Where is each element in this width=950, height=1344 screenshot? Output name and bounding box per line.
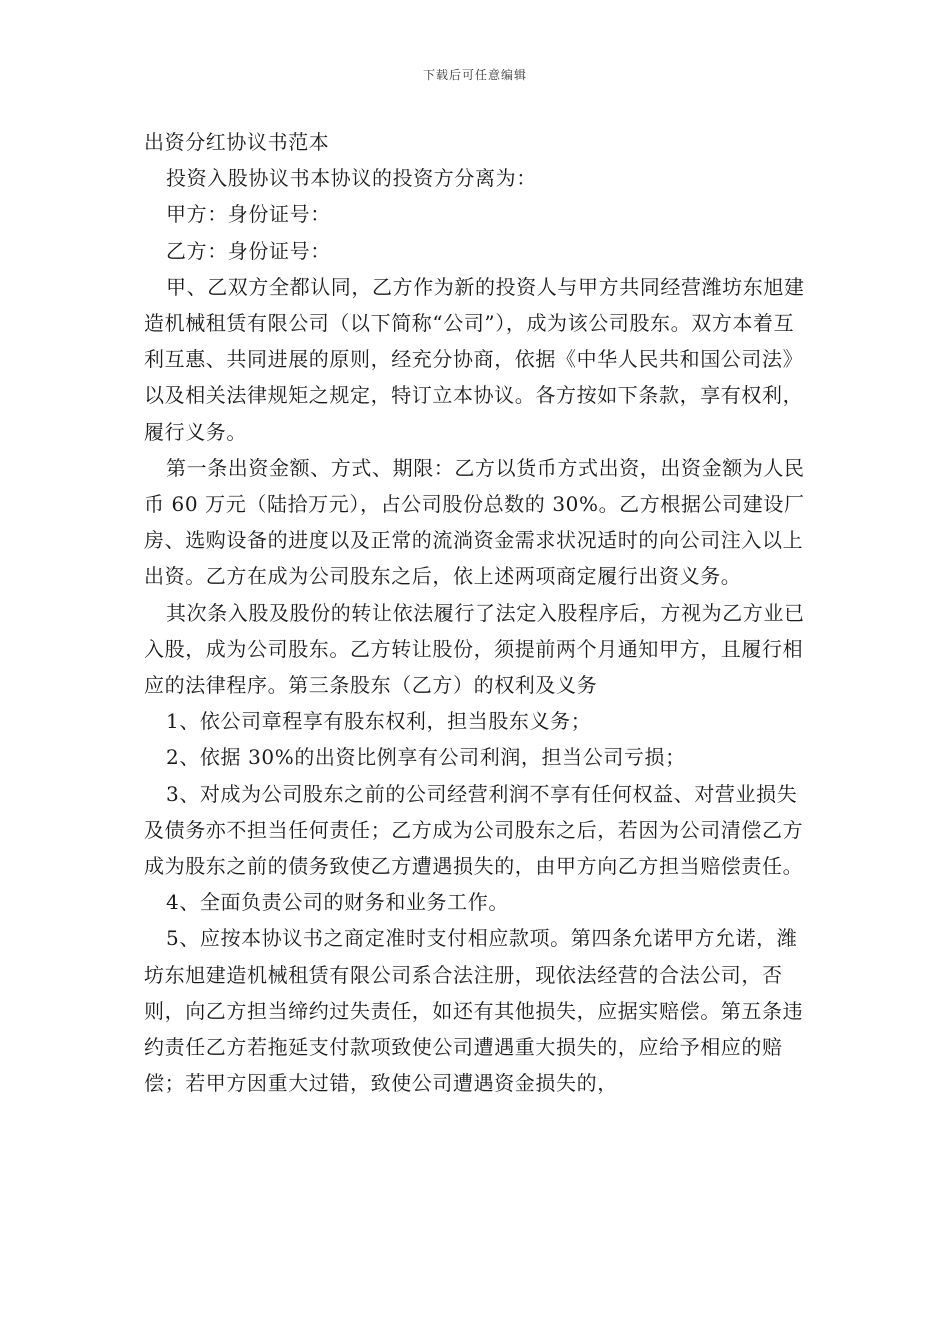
list-item-2: 2、依据 30%的出资比例享有公司利润，担当公司亏损； [166,745,686,770]
paragraph-party-a: 甲方：身份证号： [166,202,331,227]
list-item-5: 5、应按本协议书之商定准时支付相应款项。第四条允诺甲方允诺，潍坊东旭建造机械租赁有限公司系合法注册，现依法经营的合法公司，否则，向乙方担当缔约过失责任，如还有其他损失，应据实赔偿。第五条违约责任乙方若拖延支付款项致使公司遭遇重大损失的，应给予相应的赔偿；若甲方因重大过错，致使公司遭遇资金损失的， [144,926,804,1096]
paragraph-party-b: 乙方：身份证号： [166,238,331,263]
list-item-4: 4、全面负责公司的财务和业务工作。 [166,890,509,915]
list-item-3: 3、对成为公司股东之前的公司经营利润不享有任何权益、对营业损失及债务亦不担当任何责任；乙方成为公司股东之后，若因为公司清偿乙方成为股东之前的债务致使乙方遭遇损失的，由甲方向乙方担当赔偿责任。 [144,781,804,879]
document-body [144,124,812,1101]
page-header-note: 下载后可任意编辑 [422,68,527,82]
paragraph-preamble: 甲、乙双方全都认同，乙方作为新的投资人与甲方共同经营潍坊东旭建造机械租赁有限公司（以下简称“公司”），成为该公司股东。双方本着互利互惠、共同进展的原则，经充分协商，依据《中华人民共和国公司法》以及相关法律规矩之规定，特订立本协议。各方按如下条款，享有权利，履行义务。 [144,274,805,444]
paragraph-intro: 投资入股协议书本协议的投资方分离为： [166,166,537,191]
paragraph-article-2: 其次条入股及股份的转让依法履行了法定入股程序后，方视为乙方业已入股，成为公司股东。乙方转让股份，须提前两个月通知甲方，且履行相应的法律程序。第三条股东（乙方）的权利及义务 [144,600,805,698]
list-item-1: 1、依公司章程享有股东权利，担当股东义务； [166,709,592,734]
document-title: 出资分红协议书范本 [144,130,330,154]
paragraph-article-1: 第一条出资金额、方式、期限：乙方以货币方式出资，出资金额为人民币 60 万元（陆拾万元），占公司股份总数的 30%。乙方根据公司建设厂房、选购设备的进度以及正常的流淌资金需求状况适时的向公司注入以上出资。乙方在成为公司股东之后，依上述两项商定履行出资义务。 [144,455,805,589]
